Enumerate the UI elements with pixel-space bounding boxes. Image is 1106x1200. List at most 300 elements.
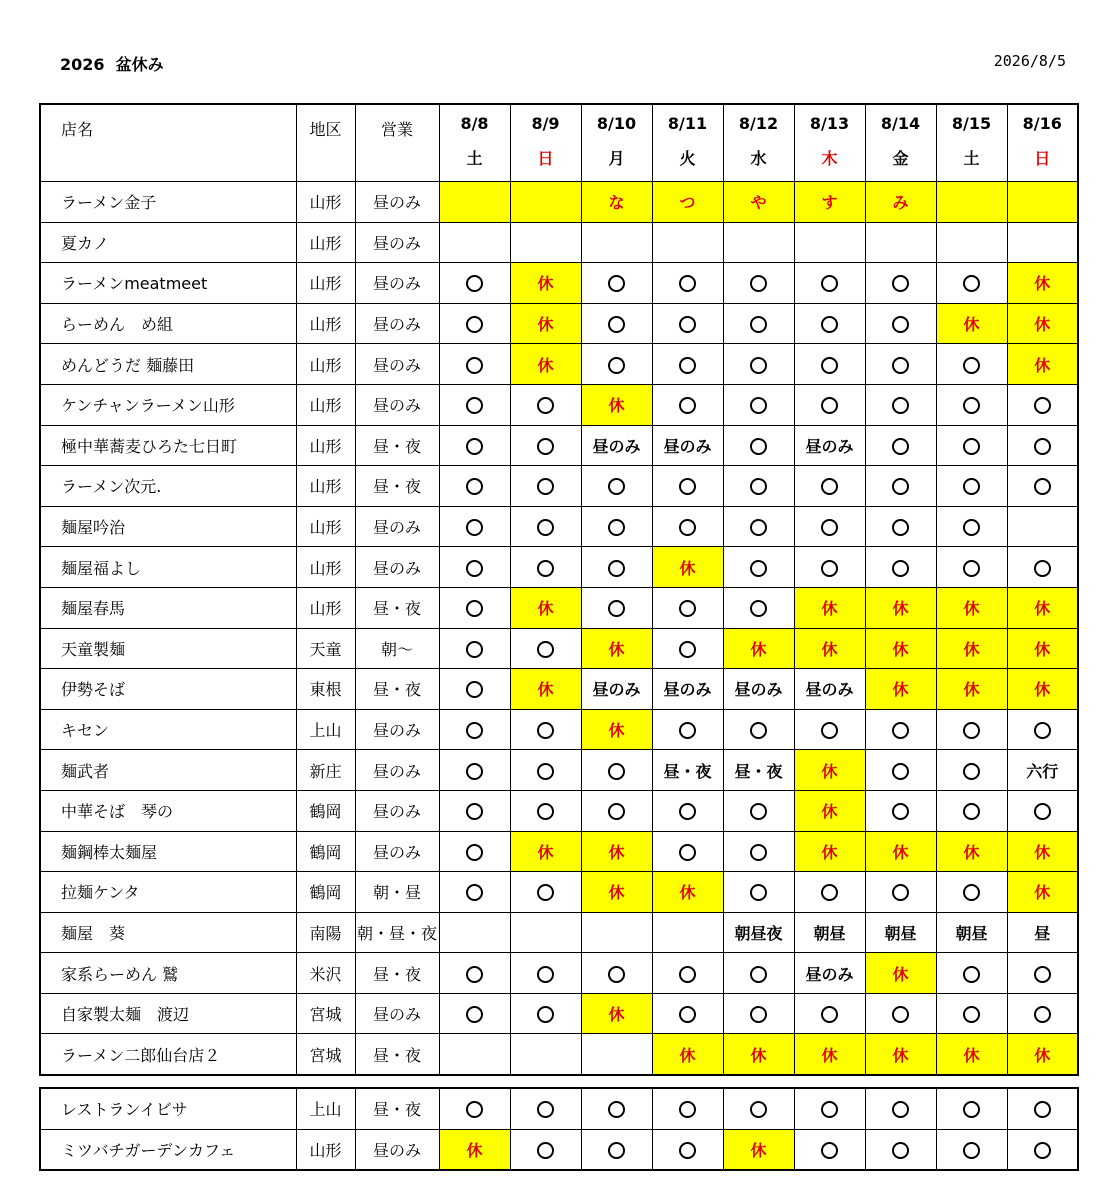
open-circle-icon [963,763,980,780]
status-cell: 休 [510,587,581,628]
open-circle-icon [679,844,696,861]
status-cell: 休 [581,872,652,913]
status-cell: 昼のみ [652,425,723,466]
empty-cell [439,1034,510,1075]
shop-area: 山形 [296,547,355,588]
open-cell [510,547,581,588]
open-circle-icon [608,357,625,374]
shop-hours: 昼のみ [355,1129,439,1170]
open-circle-icon [963,397,980,414]
open-cell [723,872,794,913]
open-circle-icon [1034,1142,1051,1159]
open-circle-icon [963,1101,980,1118]
open-cell [794,384,865,425]
open-circle-icon [466,1006,483,1023]
empty-cell [581,222,652,263]
open-circle-icon [963,519,980,536]
open-cell [1007,1129,1078,1170]
shop-area: 山形 [296,344,355,385]
open-circle-icon [537,966,554,983]
status-cell: 休 [723,1129,794,1170]
status-cell: 休 [794,750,865,791]
open-circle-icon [679,966,696,983]
table-row [40,790,1078,831]
cafe-holiday-table [39,1087,1079,1171]
open-cell [652,506,723,547]
open-cell [794,263,865,304]
open-cell [723,384,794,425]
status-cell: 休 [1007,831,1078,872]
header-weekday: 月 [608,149,625,168]
empty-cell [439,912,510,953]
status-cell: 休 [1007,263,1078,304]
open-cell [1007,993,1078,1034]
shop-area: 天童 [296,628,355,669]
open-cell [1007,1088,1078,1129]
open-cell [865,750,936,791]
open-circle-icon [1034,722,1051,739]
open-circle-icon [466,357,483,374]
open-cell [723,263,794,304]
table-header-row [40,104,1078,182]
open-cell [510,1129,581,1170]
open-cell [439,993,510,1034]
empty-cell [794,222,865,263]
open-cell [794,547,865,588]
open-circle-icon [963,275,980,292]
open-circle-icon [750,844,767,861]
table-row [40,993,1078,1034]
open-circle-icon [892,275,909,292]
open-circle-icon [750,1101,767,1118]
open-circle-icon [821,1142,838,1159]
empty-cell [652,912,723,953]
shop-name: 家系らーめん 鷲 [40,953,296,994]
open-cell [439,790,510,831]
open-cell [1007,547,1078,588]
open-circle-icon [1034,438,1051,455]
shop-area: 鶴岡 [296,872,355,913]
open-circle-icon [537,884,554,901]
shop-area: 山形 [296,425,355,466]
open-cell [581,953,652,994]
shop-hours: 昼のみ [355,750,439,791]
empty-cell [581,1034,652,1075]
status-cell: 昼・夜 [723,750,794,791]
header-day-5 [794,104,865,182]
open-circle-icon [466,397,483,414]
status-cell: 休 [865,587,936,628]
shop-name: 極中華蕎麦ひろた七日町 [40,425,296,466]
status-cell: 休 [652,547,723,588]
shop-area: 鶴岡 [296,831,355,872]
holiday-cell [510,182,581,223]
status-cell: 休 [1007,872,1078,913]
shop-name: 天童製麺 [40,628,296,669]
shop-name: ラーメンmeatmeet [40,263,296,304]
open-circle-icon [963,438,980,455]
open-cell [510,384,581,425]
open-circle-icon [466,478,483,495]
shop-area: 東根 [296,669,355,710]
status-cell: 休 [794,790,865,831]
open-circle-icon [963,357,980,374]
open-circle-icon [892,560,909,577]
open-cell [723,790,794,831]
status-cell: 昼のみ [723,669,794,710]
shop-hours: 昼のみ [355,222,439,263]
open-cell [439,547,510,588]
open-cell [723,993,794,1034]
header-date: 8/10 [596,114,637,133]
open-circle-icon [537,478,554,495]
table-row [40,1088,1078,1129]
status-cell: 休 [936,587,1007,628]
open-circle-icon [892,763,909,780]
open-cell [723,953,794,994]
open-circle-icon [892,722,909,739]
header-weekday: 日 [537,149,554,168]
header-day-4 [723,104,794,182]
table-row [40,628,1078,669]
open-circle-icon [466,803,483,820]
open-cell [794,1129,865,1170]
status-cell: 休 [581,993,652,1034]
table-row [40,425,1078,466]
open-cell [581,547,652,588]
shop-area: 上山 [296,709,355,750]
open-circle-icon [608,1142,625,1159]
status-cell: 六行 [1007,750,1078,791]
header-weekday: 水 [750,149,767,168]
open-circle-icon [750,357,767,374]
open-circle-icon [608,966,625,983]
shop-hours: 昼・夜 [355,669,439,710]
shop-area: 新庄 [296,750,355,791]
open-circle-icon [466,844,483,861]
status-cell: 休 [581,831,652,872]
table-row [40,506,1078,547]
status-cell: つ [652,182,723,223]
status-cell: や [723,182,794,223]
status-cell: み [865,182,936,223]
header-name: 店名 [40,104,296,182]
open-circle-icon [608,316,625,333]
table-row [40,222,1078,263]
open-cell [510,750,581,791]
open-cell [652,709,723,750]
shop-hours: 昼のみ [355,831,439,872]
status-cell: 朝昼 [936,912,1007,953]
shop-hours: 朝・昼 [355,872,439,913]
empty-cell [510,1034,581,1075]
open-circle-icon [608,519,625,536]
open-circle-icon [892,519,909,536]
status-cell: 休 [794,628,865,669]
open-circle-icon [750,600,767,617]
header-weekday: 金 [892,149,909,168]
open-circle-icon [1034,1006,1051,1023]
status-cell: 昼のみ [794,425,865,466]
empty-cell [581,912,652,953]
empty-cell [510,912,581,953]
open-circle-icon [1034,397,1051,414]
shop-area: 山形 [296,506,355,547]
open-cell [936,344,1007,385]
open-cell [439,466,510,507]
empty-cell [439,222,510,263]
open-cell [723,547,794,588]
open-circle-icon [608,560,625,577]
open-cell [723,344,794,385]
open-circle-icon [608,763,625,780]
open-cell [652,953,723,994]
status-cell: 休 [510,344,581,385]
open-circle-icon [892,1142,909,1159]
status-cell: 朝昼 [794,912,865,953]
open-cell [865,466,936,507]
open-circle-icon [750,803,767,820]
open-cell [510,709,581,750]
open-circle-icon [537,641,554,658]
open-cell [439,750,510,791]
open-cell [1007,953,1078,994]
status-cell: な [581,182,652,223]
open-circle-icon [963,966,980,983]
open-circle-icon [963,1006,980,1023]
open-cell [439,263,510,304]
header-weekday: 土 [963,149,980,168]
open-cell [936,263,1007,304]
open-circle-icon [537,560,554,577]
open-cell [794,1088,865,1129]
shop-name: らーめん め組 [40,303,296,344]
shop-area: 山形 [296,466,355,507]
shop-hours: 昼のみ [355,263,439,304]
open-cell [439,344,510,385]
status-cell: 休 [936,303,1007,344]
shop-name: めんどうだ 麺藤田 [40,344,296,385]
open-cell [510,993,581,1034]
status-cell: 昼 [1007,912,1078,953]
status-cell: 朝昼 [865,912,936,953]
open-cell [794,993,865,1034]
empty-cell [1007,506,1078,547]
open-circle-icon [821,316,838,333]
open-cell [510,953,581,994]
shop-name: 麺屋福よし [40,547,296,588]
open-circle-icon [679,1006,696,1023]
table-row [40,466,1078,507]
open-circle-icon [1034,1101,1051,1118]
shop-area: 鶴岡 [296,790,355,831]
open-circle-icon [679,478,696,495]
open-circle-icon [466,641,483,658]
open-circle-icon [679,316,696,333]
shop-name: ミツバチガーデンカフェ [40,1129,296,1170]
open-cell [652,303,723,344]
shop-area: 南陽 [296,912,355,953]
open-circle-icon [963,478,980,495]
open-cell [865,1088,936,1129]
open-circle-icon [1034,560,1051,577]
status-cell: 休 [581,709,652,750]
open-circle-icon [892,1006,909,1023]
open-cell [581,587,652,628]
open-circle-icon [679,397,696,414]
open-circle-icon [821,1101,838,1118]
shop-hours: 昼のみ [355,182,439,223]
open-cell [936,506,1007,547]
open-circle-icon [750,519,767,536]
open-circle-icon [963,1142,980,1159]
open-circle-icon [679,641,696,658]
header-weekday: 火 [679,149,696,168]
table-row [40,912,1078,953]
open-cell [936,750,1007,791]
shop-area: 上山 [296,1088,355,1129]
open-cell [652,790,723,831]
open-cell [1007,425,1078,466]
shop-hours: 昼・夜 [355,425,439,466]
open-circle-icon [679,1142,696,1159]
open-cell [723,1088,794,1129]
open-circle-icon [537,722,554,739]
open-cell [936,872,1007,913]
open-cell [723,466,794,507]
document-title: 2026 盆休み [60,55,164,74]
open-circle-icon [1034,966,1051,983]
open-cell [865,790,936,831]
header-weekday: 土 [466,149,483,168]
header-day-7 [936,104,1007,182]
shop-hours: 昼のみ [355,384,439,425]
open-cell [723,303,794,344]
open-circle-icon [821,519,838,536]
open-circle-icon [466,884,483,901]
shop-hours: 昼のみ [355,547,439,588]
open-cell [581,1129,652,1170]
open-circle-icon [963,884,980,901]
obon-holiday-table [39,103,1079,1076]
open-cell [439,831,510,872]
status-cell: 休 [794,587,865,628]
open-cell [439,872,510,913]
open-cell [581,790,652,831]
open-circle-icon [466,275,483,292]
table-row [40,1129,1078,1170]
status-cell: 休 [652,872,723,913]
open-circle-icon [679,803,696,820]
shop-hours: 昼のみ [355,303,439,344]
shop-area: 山形 [296,1129,355,1170]
open-cell [652,344,723,385]
open-cell [652,1088,723,1129]
status-cell: 休 [936,831,1007,872]
shop-name: 自家製太麺 渡辺 [40,993,296,1034]
open-circle-icon [963,722,980,739]
open-cell [439,587,510,628]
shop-name: 麺屋 葵 [40,912,296,953]
status-cell: 朝昼夜 [723,912,794,953]
shop-area: 山形 [296,587,355,628]
table-row [40,303,1078,344]
table-row [40,344,1078,385]
status-cell: 休 [1007,344,1078,385]
status-cell: 休 [865,628,936,669]
open-circle-icon [750,478,767,495]
header-date: 8/8 [460,114,489,133]
shop-hours: 昼・夜 [355,587,439,628]
status-cell: 休 [936,628,1007,669]
empty-cell [865,222,936,263]
open-circle-icon [466,316,483,333]
shop-area: 山形 [296,222,355,263]
open-circle-icon [892,438,909,455]
open-cell [510,628,581,669]
shop-name: ラーメン二郎仙台店２ [40,1034,296,1075]
open-cell [794,506,865,547]
header-day-0 [439,104,510,182]
shop-name: 拉麺ケンタ [40,872,296,913]
open-cell [936,547,1007,588]
open-cell [652,384,723,425]
open-circle-icon [466,763,483,780]
status-cell: 休 [510,669,581,710]
open-cell [936,1088,1007,1129]
open-cell [439,384,510,425]
open-circle-icon [750,275,767,292]
open-cell [865,263,936,304]
open-circle-icon [466,966,483,983]
open-circle-icon [821,357,838,374]
open-cell [439,669,510,710]
open-circle-icon [892,397,909,414]
shop-hours: 昼・夜 [355,1088,439,1129]
header-date: 8/16 [1022,114,1062,133]
open-cell [439,506,510,547]
open-circle-icon [608,1101,625,1118]
open-cell [936,466,1007,507]
status-cell: 休 [510,263,581,304]
open-cell [581,1088,652,1129]
open-circle-icon [821,884,838,901]
open-cell [581,263,652,304]
shop-area: 山形 [296,263,355,304]
shop-area: 米沢 [296,953,355,994]
open-cell [439,953,510,994]
shop-area: 宮城 [296,1034,355,1075]
shop-hours: 昼のみ [355,709,439,750]
empty-cell [510,222,581,263]
status-cell: 休 [652,1034,723,1075]
status-cell: 昼のみ [794,953,865,994]
status-cell: 休 [581,628,652,669]
open-circle-icon [608,275,625,292]
shop-hours: 昼・夜 [355,466,439,507]
open-circle-icon [750,397,767,414]
open-circle-icon [963,560,980,577]
header-date: 8/15 [951,114,992,133]
open-circle-icon [821,397,838,414]
table-row [40,872,1078,913]
open-cell [865,993,936,1034]
shop-name: 中華そば 琴の [40,790,296,831]
open-cell [510,466,581,507]
shop-area: 宮城 [296,993,355,1034]
open-cell [865,303,936,344]
status-cell: 休 [1007,587,1078,628]
